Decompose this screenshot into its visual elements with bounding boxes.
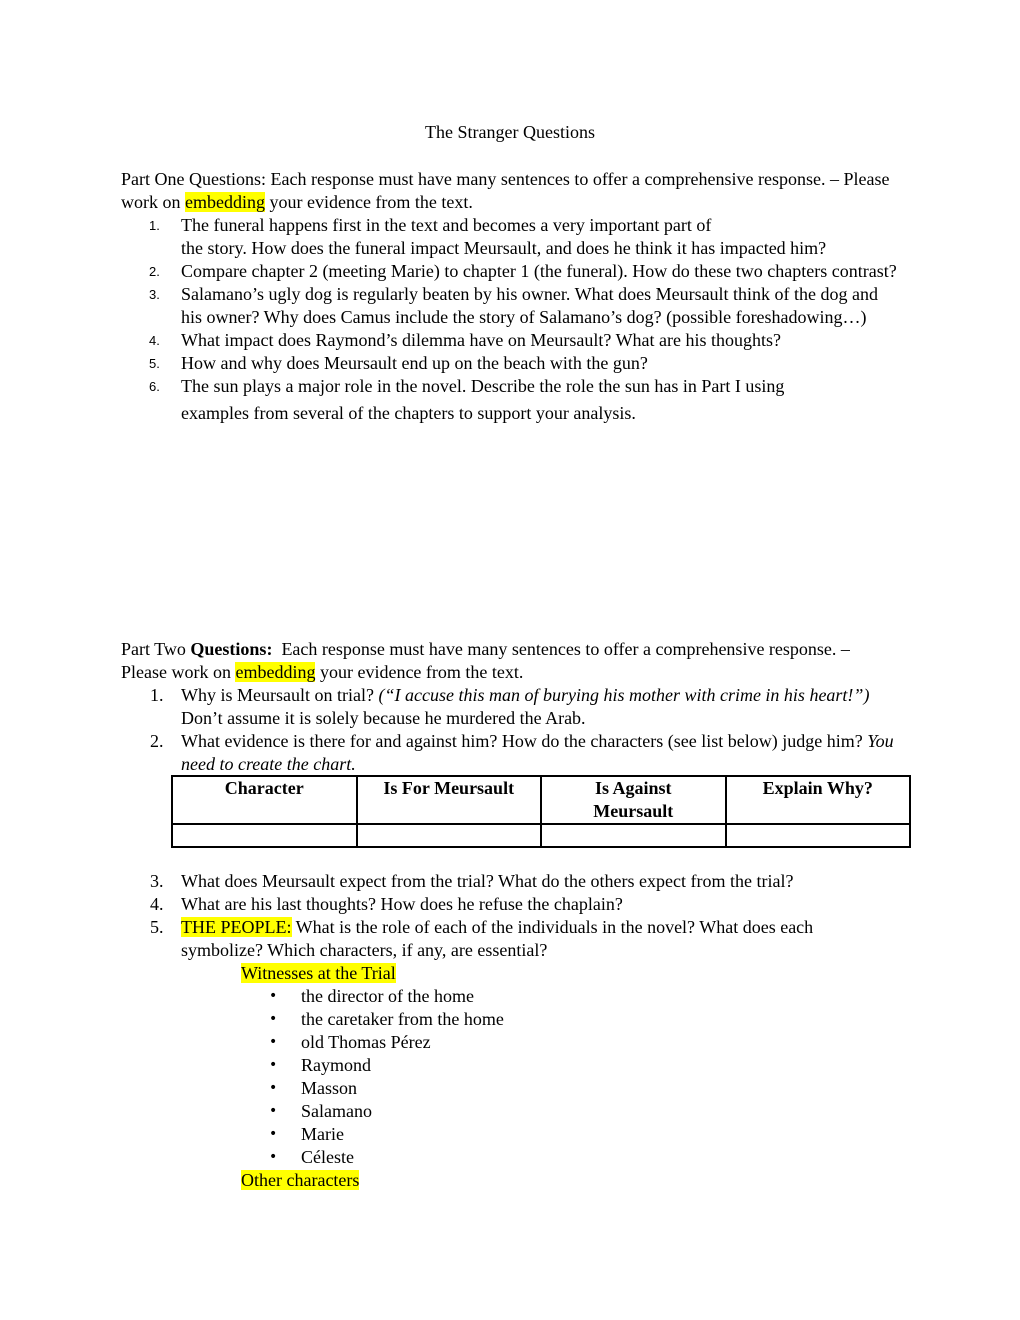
part1-question	[121, 375, 911, 425]
question-text-a: What is the role of each of the individuals in the novel? What does each symbolize? Which characters, if any, are essential?	[181, 917, 814, 960]
witnesses-heading-text: Witnesses at the Trial	[241, 963, 396, 983]
chart-cell[interactable]	[172, 824, 357, 847]
other-characters-heading	[241, 1169, 359, 1192]
question-line: The funeral happens first in the text and becomes a very important part of	[181, 215, 712, 235]
other-characters-heading-text: Other characters	[241, 1170, 360, 1190]
witness-item: • Marie	[241, 1123, 504, 1146]
question-text-b: Don’t assume it is solely because he murdered the Arab.	[181, 708, 586, 728]
question-line: the story. How does the funeral impact Meursault, and does he think it has impacted him?	[181, 238, 827, 258]
chart-header-for: Is For Meursault	[357, 776, 542, 824]
part2-question	[121, 684, 911, 730]
part1-question	[121, 214, 911, 260]
question-text: Salamano’s ugly dog is regularly beaten by his owner. What does Meursault think of the dog and his owner? Why does Camus include the story of Salamano’s dog? (possible foreshadowing…)	[181, 284, 879, 327]
question-text: What are his last thoughts? How does he refuse the chaplain?	[181, 894, 623, 914]
question-number: 5.	[149, 356, 160, 371]
chart-cell[interactable]	[541, 824, 726, 847]
question-text	[181, 916, 896, 962]
part1-intro	[121, 168, 891, 214]
page-title: The Stranger Questions	[425, 122, 595, 142]
part2-intro-bold: Questions:	[190, 639, 273, 659]
chart-header-row	[172, 776, 910, 824]
chart-cell[interactable]	[726, 824, 911, 847]
witness-item: • Raymond	[241, 1054, 504, 1077]
witness-item: • Salamano	[241, 1100, 504, 1123]
the-people-highlight: THE PEOPLE:	[181, 917, 292, 937]
part1-highlight: embedding	[185, 192, 265, 212]
part2-highlight: embedding	[235, 662, 316, 682]
part2-intro-plain: Part Two	[121, 639, 191, 659]
witnesses-heading	[241, 962, 396, 985]
chart-header-character: Character	[172, 776, 357, 824]
question-number: 5.	[150, 917, 164, 937]
witness-list	[241, 985, 504, 1169]
question-text	[181, 730, 906, 776]
part1-question	[121, 260, 911, 283]
chart-cell[interactable]	[357, 824, 542, 847]
part2-question	[121, 893, 911, 916]
evidence-chart	[171, 775, 911, 848]
question-number: 1.	[150, 685, 164, 705]
chart-header-explain: Explain Why?	[726, 776, 911, 824]
question-text: Compare chapter 2 (meeting Marie) to chapter 1 (the funeral). How do these two chapters contrast?	[181, 261, 897, 281]
part2-question	[121, 730, 911, 776]
part1-question	[121, 283, 911, 329]
question-number: 3.	[150, 871, 164, 891]
part1-intro-text-b: your evidence from the text.	[264, 192, 473, 212]
question-quote: (“I accuse this man of burying his mother with crime in his heart!”)	[378, 685, 870, 705]
question-text: What impact does Raymond’s dilemma have on Meursault? What are his thoughts?	[181, 330, 782, 350]
part2-intro-text-a: Each response must have many sentences to offer a comprehensive response. – Please work on	[121, 639, 855, 682]
witness-item: • old Thomas Pérez	[241, 1031, 504, 1054]
question-number: 4.	[149, 333, 160, 348]
part2-intro	[121, 638, 861, 684]
witness-item: • Masson	[241, 1077, 504, 1100]
part2-question	[121, 870, 911, 893]
part1-question	[121, 329, 911, 352]
question-text: How and why does Meursault end up on the beach with the gun?	[181, 353, 648, 373]
witness-item: • the director of the home	[241, 985, 504, 1008]
chart-header-against: Is Against Meursault	[541, 776, 726, 824]
question-number: 2.	[150, 731, 164, 751]
question-number: 1.	[149, 218, 160, 233]
part2-intro-text-b: your evidence from the text.	[315, 662, 524, 682]
witness-item: • the caretaker from the home	[241, 1008, 504, 1031]
part1-question	[121, 352, 911, 375]
question-number: 3.	[149, 287, 160, 302]
question-text: What does Meursault expect from the trial? What do the others expect from the trial?	[181, 871, 794, 891]
question-number: 4.	[150, 894, 164, 914]
part2-question	[121, 916, 911, 962]
question-text	[181, 684, 891, 730]
part2-question-list-continued	[121, 870, 911, 962]
part1-intro-text-a: Part One Questions: Each response must have many sentences to offer a comprehensive response. – Please work on	[121, 169, 890, 212]
chart-empty-row	[172, 824, 910, 847]
part1-question-list	[121, 214, 911, 425]
question-text-a: What evidence is there for and against him? How do the characters (see list below) judge him?	[181, 731, 868, 751]
question-number: 6.	[149, 379, 160, 394]
witness-item: • Céleste	[241, 1146, 504, 1169]
question-instruction: You need to create the chart.	[181, 731, 894, 774]
question-text-a: Why is Meursault on trial?	[181, 685, 379, 705]
question-line: examples from several of the chapters to support your analysis.	[181, 403, 636, 423]
question-line: The sun plays a major role in the novel. Describe the role the sun has in Part I using	[181, 376, 785, 396]
question-number: 2.	[149, 264, 160, 279]
part2-question-list	[121, 684, 911, 776]
